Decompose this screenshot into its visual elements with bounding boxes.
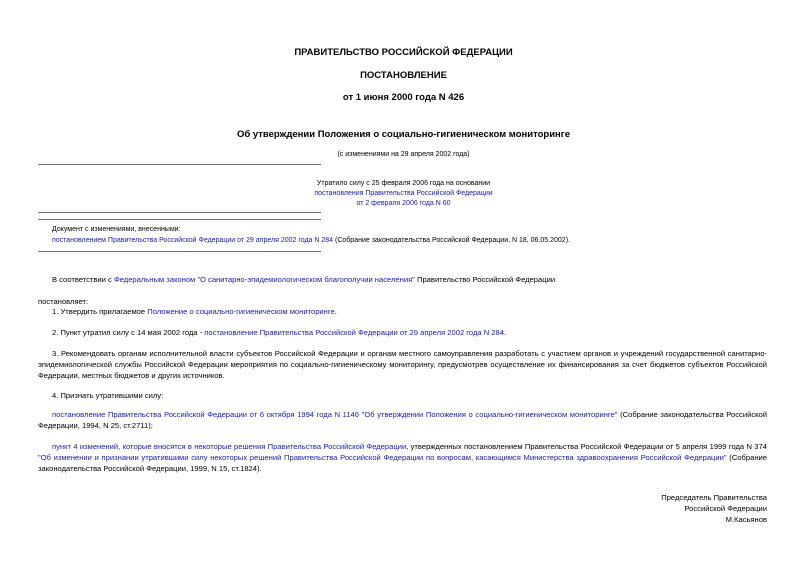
org-heading: ПРАВИТЕЛЬСТВО РОССИЙСКОЙ ФЕДЕРАЦИИ — [294, 47, 513, 58]
paragraph-2 — [52, 327, 506, 338]
federal-law-link[interactable]: Федеральным законом "О санитарно-эпидемиологическом благополучии населения" — [113, 275, 415, 284]
divider — [38, 251, 321, 252]
repealed-item-1-suffix: (Собрание законодательства Российской Федерации, 1994, N 25, ст.2711); — [38, 410, 768, 430]
changes-label: Документ с изменениями, внесенными: — [52, 226, 181, 233]
p2-prefix: 2. Пункт утратил силу с 14 мая 2002 года - — [52, 328, 205, 337]
divider — [38, 164, 321, 165]
changes-link[interactable]: постановлением Правительства Российской Федерации от 29 апреля 2002 года N 284 — [52, 237, 334, 244]
document-title: Об утверждении Положения о социально-гигиеническом мониторинге — [236, 129, 571, 140]
regulation-link[interactable]: Положение о социально-гигиеническом мониторинге — [147, 307, 335, 316]
decrees-text: постановляет: — [38, 297, 89, 306]
expired-notice-text: Утратило силу с 25 февраля 2006 года на основании — [316, 180, 491, 187]
changes-suffix: (Собрание законодательства Российской Федерации, N 18, 06.05.2002). — [333, 237, 570, 244]
paragraph-4: 4. Признать утратившими силу: — [52, 391, 164, 400]
decree-374-title-link[interactable]: "Об изменении и признании утратившими силу некоторых решений Правительства Российской Федерации по вопросам, касающимся Министерства здравоохранения Российской Федерации" — [38, 453, 727, 462]
signature-title: Председатель Правительства — [661, 493, 767, 502]
date-number-heading: от 1 июня 2000 года N 426 — [342, 92, 465, 103]
decree-1146-link[interactable]: постановление Правительства Российской Федерации от 6 октября 1994 года N 1146 "Об утверждении Положения о социально-гигиеническом мониторинге" — [52, 410, 618, 419]
repealed-item-2-mid: , утвержденных постановлением Правительства Российской Федерации от 5 апреля 1999 года N 374 — [406, 442, 767, 451]
amendments-item-link[interactable]: пункт 4 изменений, которые вносятся в некоторые решения Правительства Российской Федерации — [52, 442, 407, 451]
signature-block — [560, 492, 767, 525]
signature-country: Российской Федерации — [684, 504, 767, 513]
expired-notice-link[interactable]: постановления Правительства Российской Федерации — [314, 190, 493, 197]
expired-notice — [0, 179, 807, 209]
intro-paragraph — [52, 274, 555, 285]
intro-suffix: Правительство Российской Федерации — [414, 275, 556, 284]
expired-notice-link-date[interactable]: от 2 февраля 2006 года N 60 — [356, 200, 451, 207]
decree-284-link[interactable]: постановление Правительства Российской Федерации от 29 апреля 2002 года N 284 — [204, 328, 504, 337]
doc-type-heading: ПОСТАНОВЛЕНИЕ — [360, 70, 447, 81]
p2-suffix: . — [503, 328, 507, 337]
p1-prefix: 1. Утвердить прилагаемое — [52, 307, 148, 316]
signature-name: М.Касьянов — [725, 515, 767, 524]
repealed-item-1 — [38, 409, 767, 431]
amendments-note: (с изменениями на 29 апреля 2002 года) — [337, 151, 470, 158]
paragraph-3: 3. Рекомендовать органам исполнительной власти субъектов Российской Федерации и органам местного самоуправления разработать с участием органов и учреждений государственной санитарно-эпидемиологической службы Российской Федерации мероприятия по социально-гигиеническому мониторингу, предусмотрев осуществление их финансирования за счет бюджетов субъектов Российской Федерации, местных бюджетов и других источников. — [38, 349, 767, 380]
paragraph-1 — [52, 306, 337, 317]
divider — [38, 219, 321, 220]
repealed-item-2-suffix: (Собрание законодательства Российской Федерации, 1999, N 15, ст.1824). — [38, 453, 767, 473]
changes-line — [52, 235, 570, 246]
repealed-item-2 — [38, 441, 767, 474]
intro-prefix: В соответствии с — [52, 275, 114, 284]
p1-suffix: . — [334, 307, 337, 316]
divider — [38, 212, 321, 213]
